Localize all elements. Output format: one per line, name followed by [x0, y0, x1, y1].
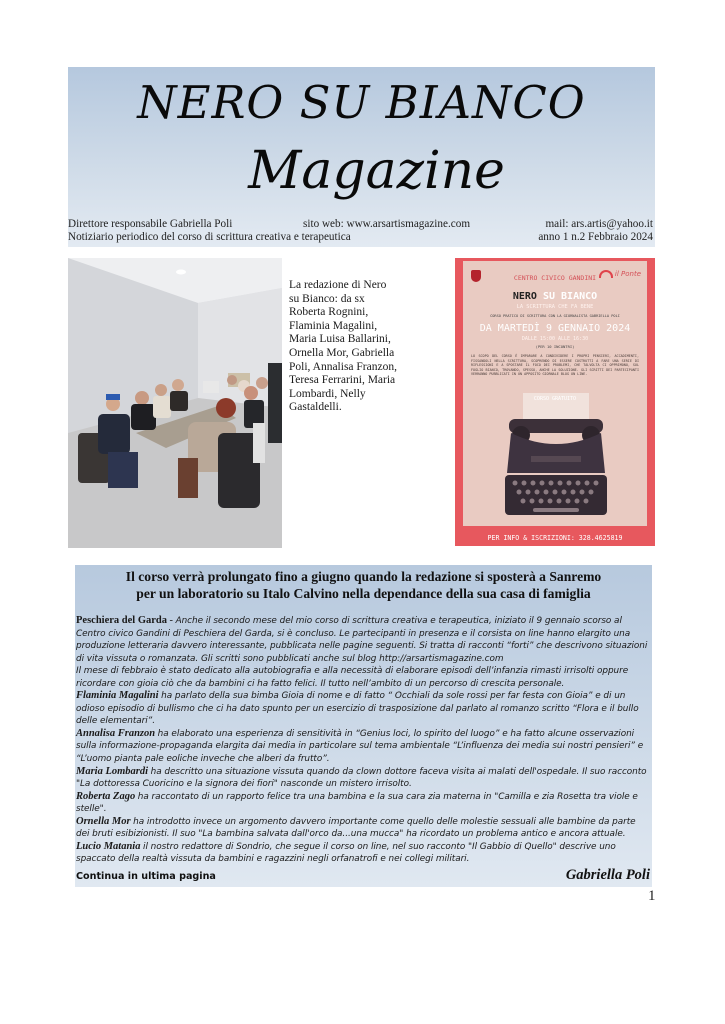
email-link[interactable]: mail: ars.artis@yahoo.it	[545, 218, 653, 230]
poster-header	[463, 270, 647, 290]
paragraph-text: ha raccontato di un rapporto felice tra una bambina e la sua cara zia materna in "Camilla e zia Rosetta tra viole e stelle".	[76, 791, 638, 815]
group-photo-illustration	[68, 258, 282, 548]
issue-info: anno 1 n.2 Febbraio 2024	[538, 231, 653, 243]
poster-title-su-bianco: SU BIANCO	[542, 291, 598, 302]
bridge-arc-icon	[599, 270, 613, 278]
article-paragraph	[76, 791, 650, 816]
photo-caption: La redazione di Nero su Bianco: da sx Roberta Rognini, Flaminia Magalini, Maria Luisa Ballarini, Ornella Mor, Gabriella Poli, Annalisa Franzon, Teresa Ferrarini, Maria Lombardi, Nelly Gastaldelli.	[289, 279, 397, 414]
paragraph-text: il nostro redattore di Sondrio, che segue il corso on line, nel suo racconto "Il Gabbio di Quello" descrive uno spaccato della realtà vissuta da bambini e ragazzini negli orfanatrofi e nei collegi militari.	[76, 841, 616, 865]
poster-start-date: DA MARTEDÌ 9 GENNAIO 2024	[479, 323, 631, 334]
poster-free-course: CORSO GRATUITO	[533, 396, 577, 402]
article-paragraph	[76, 766, 650, 791]
paragraph-lead: Peschiera del Garda	[76, 615, 167, 626]
director-credit: Direttore responsabile Gabriella Poli	[68, 218, 233, 230]
article-paragraph	[76, 690, 650, 728]
paragraph-lead: Maria Lombardi	[76, 765, 149, 777]
article-box	[75, 565, 652, 887]
paragraph-text: ha introdotto invece un argomento davvero importante come quello delle molestie sessuali alle bambine da parte dei bruti esibizionisti. Il suo "La bambina salvata dall'orco da...una mucca" ha ricordato un problema antico e ancora attuale.	[76, 816, 636, 840]
poster-venue: CENTRO CIVICO GANDINI	[513, 274, 597, 282]
headline-line-2: per un laboratorio su Italo Calvino nella dependance della sua casa di famiglia	[136, 586, 591, 601]
article-body	[76, 615, 650, 866]
article-paragraph	[76, 615, 650, 665]
article-headline	[75, 568, 652, 602]
article-paragraph	[76, 816, 650, 841]
poster-sessions: (PER 10 INCONTRI)	[535, 344, 575, 349]
continued-link[interactable]: Continua in ultima pagina	[76, 871, 216, 882]
poster-contact-info: PER INFO & ISCRIZIONI: 328.4625819	[487, 534, 623, 542]
website-link[interactable]: sito web: www.arsartismagazine.com	[303, 218, 471, 230]
poster-title-nero: NERO	[512, 291, 537, 302]
paragraph-lead: Roberta Zago	[76, 790, 136, 802]
poster-tagline: LA SCRITTURA CHE FA BENE	[516, 304, 594, 310]
paragraph-text: ha parlato della sua bimba Gioia di nome e di fatto “ Occhiali da sole rossi per far festa con Gioia” e di un odioso episodio di bullismo che ci ha dato spunto per un esercizio di trasposizione dal parlato al romanzo scritto “Flora e il bullo delle elementari”.	[76, 691, 639, 727]
poster-title	[463, 291, 647, 302]
course-poster	[455, 258, 655, 546]
paragraph-text: Anche il secondo mese del mio corso di scrittura creativa e terapeutica, iniziato il 9 gennaio scorso al Centro civico Gandini di Peschiera del Garda, si è concluso. Le partecipanti in presenza e il corsista on line hanno elargito una produzione letteraria davvero interessante, pubblicata nelle pagine seguenti. Si tratta di racconti “forti” che descrivono situazioni di vita vissuta o romanzata. Gli scritti sono pubblicati anche sul blog http://arsartismagazine.com	[76, 616, 648, 664]
paragraph-lead: Flaminia Magalini	[76, 690, 159, 702]
paragraph-lead: Annalisa Franzon	[76, 727, 156, 739]
page-number: 1	[648, 888, 656, 904]
magazine-subtitle: Magazine	[248, 141, 505, 201]
article-paragraph	[76, 841, 650, 866]
paragraph-text: Il mese di febbraio è stato dedicato alla autobiografia e alla necessità di elaborare episodi dell’infanzia rimasti irrisolti oppure ricordare con gioia ciò che da bambini ci ha fatto felici. Il tutto nell’ambito di un percorso di crescita personale.	[76, 666, 629, 689]
author-signature: Gabriella Poli	[565, 867, 650, 883]
article-paragraph	[76, 665, 650, 690]
masthead	[68, 67, 655, 247]
paragraph-lead: Lucio Matania	[76, 840, 141, 852]
paragraph-separator: -	[166, 615, 176, 626]
poster-course-description: CORSO PRATICO DI SCRITTURA CON LA GIORNALISTA GABRIELLA POLI	[490, 314, 620, 318]
publication-description: Notiziario periodico del corso di scrittura creativa e terapeutica	[68, 231, 351, 243]
headline-line-1: Il corso verrà prolungato fino a giugno quando la redazione si sposterà a Sanremo	[125, 569, 602, 584]
partner-name: il Ponte	[614, 270, 641, 278]
partner-logo	[599, 270, 641, 278]
poster-panel	[463, 261, 647, 526]
poster-body-text: LO SCOPO DEL CORSO È IMPARARE A CONDIVIDERE I PROPRI PENSIERI, ACCADIMENTI, FISSANDOLI NELLA SCRITTURA, SCOPRENDO DI ESSERE COSTRUTTI A FARE UNA SERIE DI RIFLESSIONI E A SPOSTARE IL FOCO DEI PROBLEMI, CHE TALVOLTA CI OPPRIMONO, SUL FOGLIO BIANCO, TROVANDO, SPESSO, ANCHE LA SOLUZIONE. GLI SCRITTI DEI PARTECIPANTI VERRANNO PUBBLICATI IN UN APPOSITO GIORNALE BLOG ON LINE.	[471, 354, 639, 377]
paragraph-lead: Ornella Mor	[76, 815, 131, 827]
magazine-title: NERO SU BIANCO	[137, 76, 586, 129]
poster-time: DALLE 15:00 ALLE 16:30	[521, 336, 589, 342]
typewriter-illustration	[501, 393, 611, 523]
article-paragraph	[76, 728, 650, 766]
group-photo	[68, 258, 282, 548]
paragraph-text: ha descritto una situazione vissuta quando da clown dottore faceva visita ai malati dell'ospedale. Il suo racconto "La dottoressa Cuoricino e la signora dei fiori" nasconde un mistero irrisolto.	[76, 766, 647, 790]
paragraph-text: ha elaborato una esperienza di sensitività in “Genius loci, lo spirito del luogo” e ha fatto alcune osservazioni sulla informazione-propaganda elargita dai media in particolare sul tema ambientale “L’influenza dei media sui nostri pensieri” e “L’uomo pianta pale eoliche inveche che alberi da frutto”.	[76, 728, 644, 765]
